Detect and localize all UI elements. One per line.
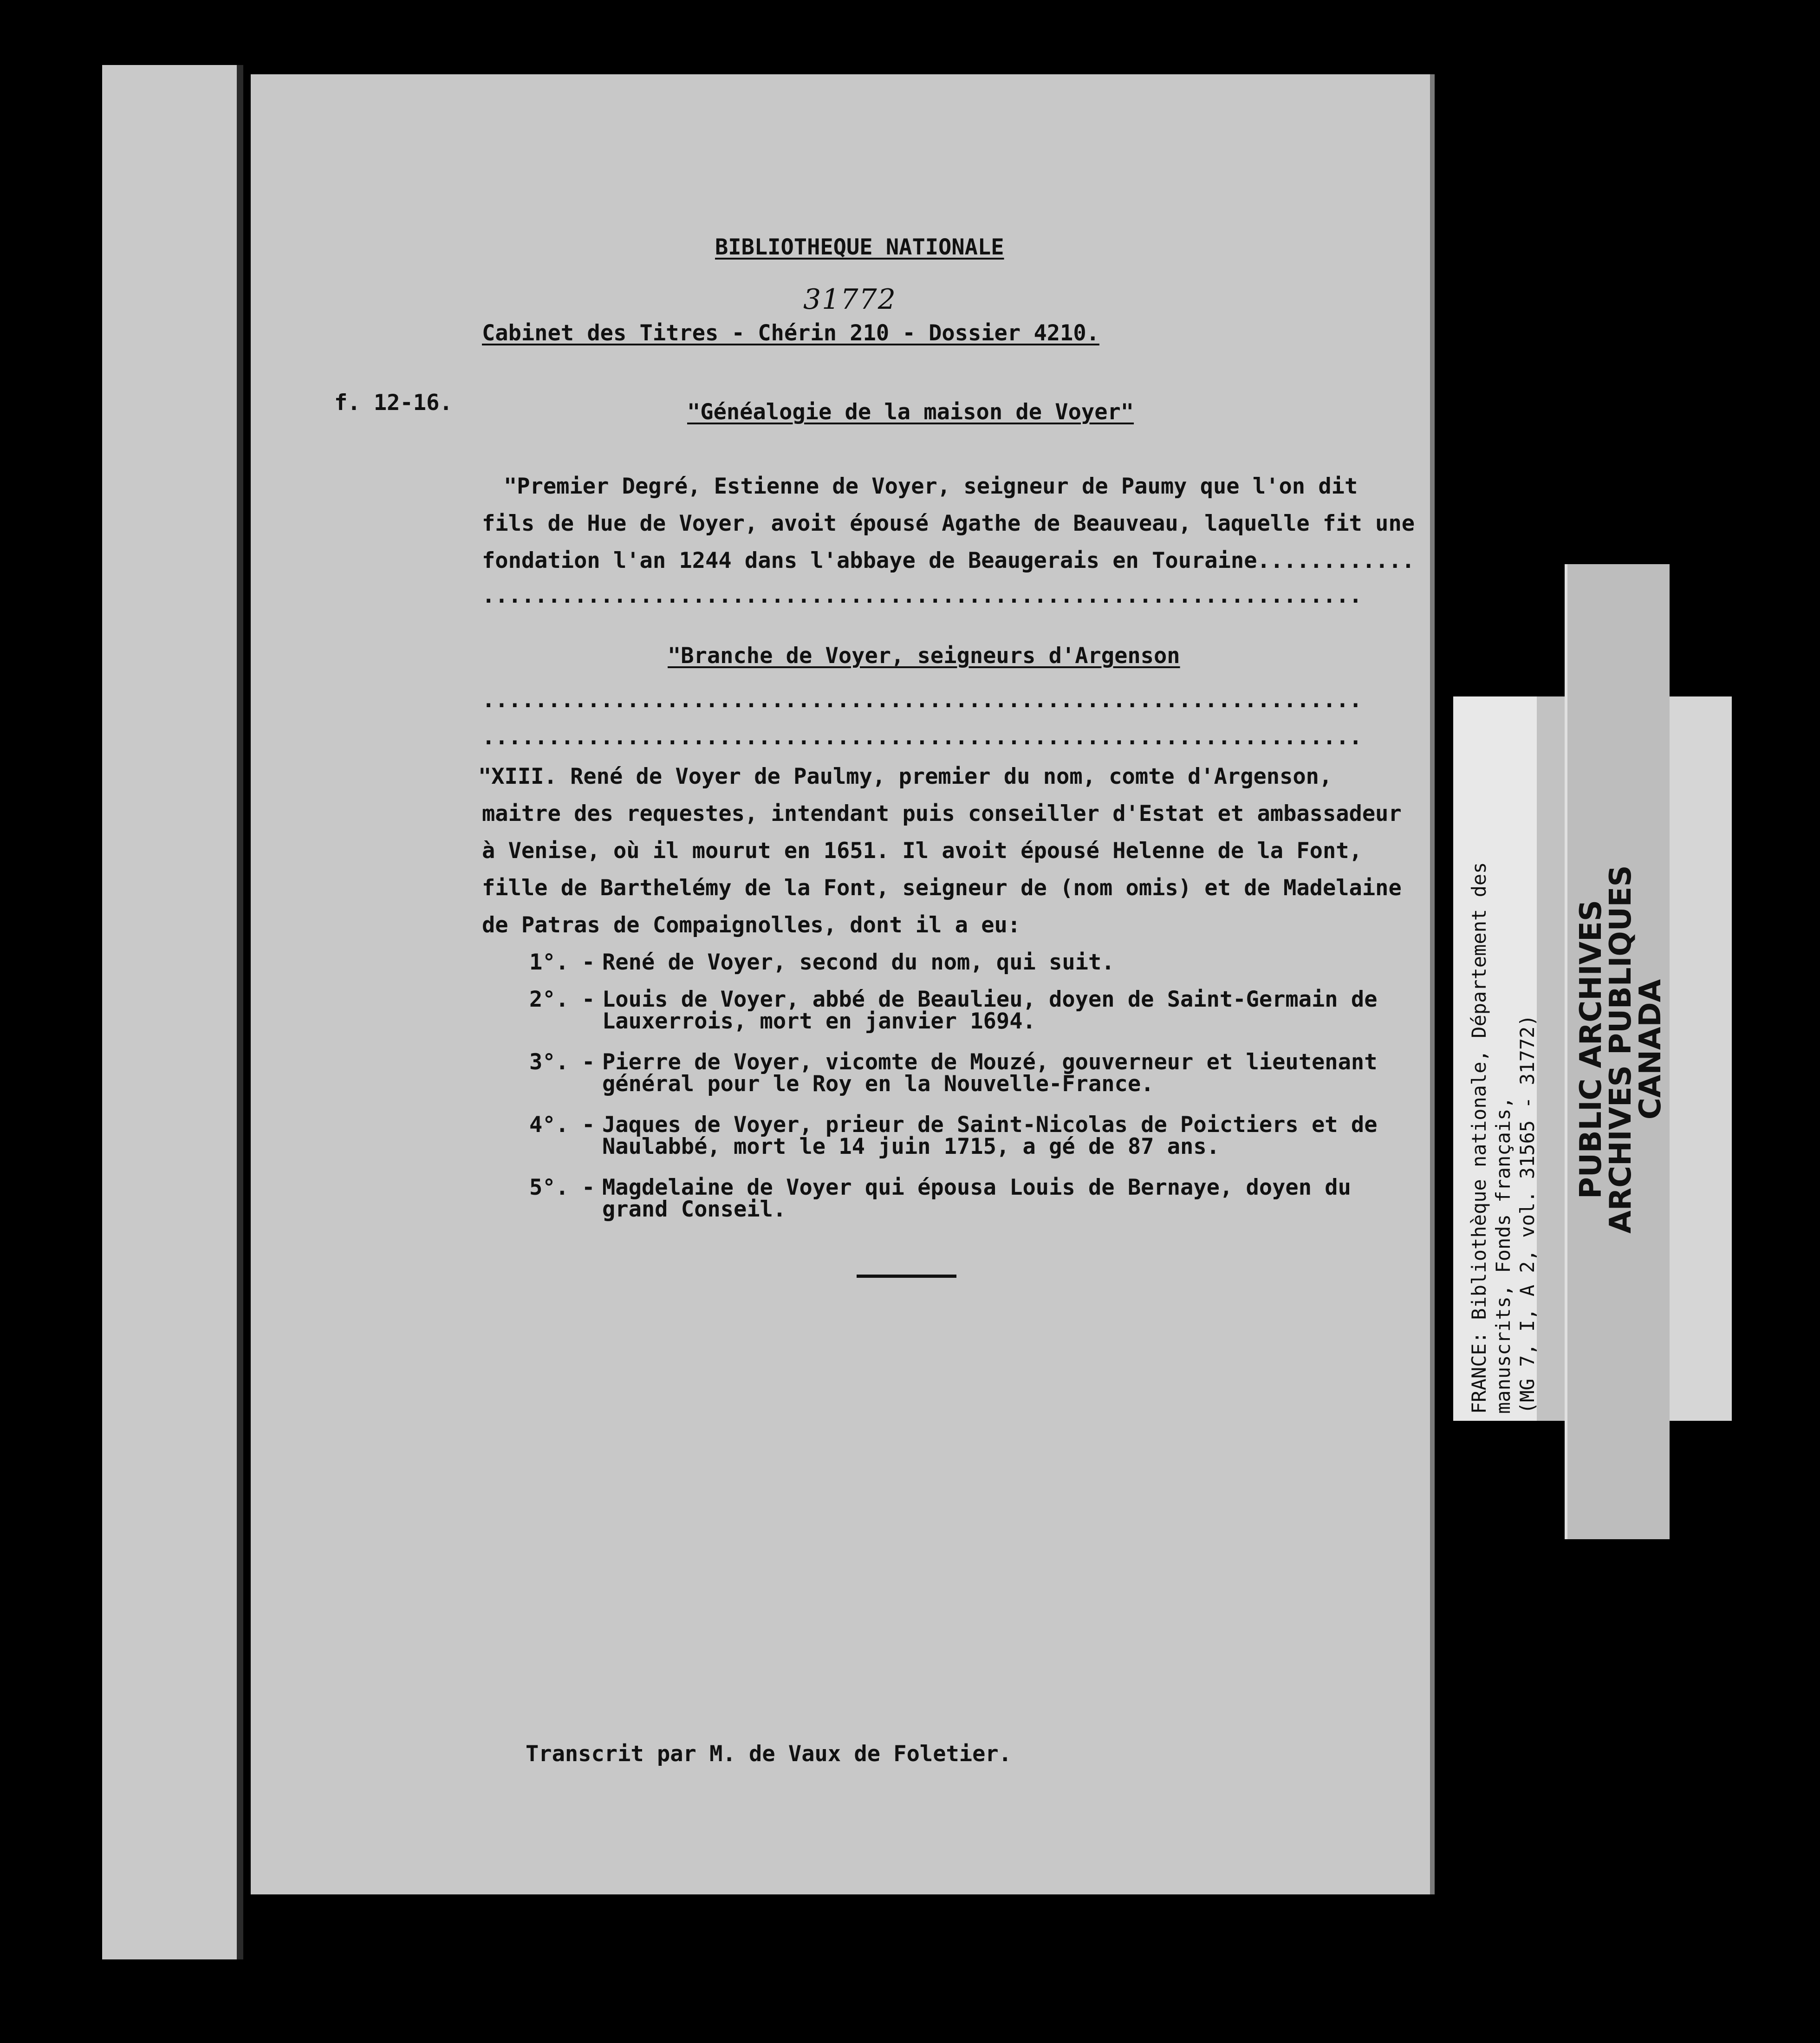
archive-label-text (1467, 862, 1540, 1414)
handwritten-number: 31772 (803, 283, 897, 316)
list-item: grand Conseil. (602, 1197, 786, 1222)
list-item: Lauxerrois, mort en janvier 1694. (602, 1008, 1036, 1034)
archive-stamp-text (1574, 826, 1668, 1272)
paragraph-line: fondation l'an 1244 dans l'abbaye de Beaugerais en Touraine............ (482, 548, 1415, 573)
list-item: Jaques de Voyer, prieur de Saint-Nicolas de Poictiers et de (602, 1112, 1378, 1138)
transcriber-credit: Transcrit par M. de Vaux de Foletier. (526, 1741, 1012, 1767)
label-edge (1662, 696, 1732, 1421)
archive-label-line: FRANCE: Bibliothèque nationale, Département des (1468, 862, 1490, 1414)
stamp-line: CANADA (1633, 979, 1668, 1120)
stamp-line: ARCHIVES PUBLIQUES (1604, 865, 1638, 1234)
list-item: Naulabbé, mort le 14 juin 1715, a gé de 87 ans. (602, 1134, 1220, 1159)
stamp-line: PUBLIC ARCHIVES (1574, 900, 1608, 1199)
left-margin-strip (102, 65, 243, 1959)
paragraph-line: maitre des requestes, intendant puis conseiller d'Estat et ambassadeur (482, 801, 1402, 826)
list-number: 3°. - (529, 1049, 595, 1075)
paragraph-line: de Patras de Compaignolles, dont il a eu: (482, 912, 1021, 938)
list-number: 4°. - (529, 1112, 595, 1138)
list-number: 2°. - (529, 987, 595, 1012)
list-item: Louis de Voyer, abbé de Beaulieu, doyen de Saint-Germain de (602, 987, 1378, 1012)
paragraph-line: fille de Barthelémy de la Font, seigneur de (nom omis) et de Madelaine (482, 875, 1402, 901)
paragraph-line: "XIII. René de Voyer de Paulmy, premier du nom, comte d'Argenson, (478, 764, 1332, 789)
list-number: 1°. - (529, 950, 595, 975)
archive-label-line: (MG 7, I, A 2, vol. 31565 - 31772) (1516, 1015, 1539, 1414)
cabinet-line: Cabinet des Titres - Chérin 210 - Dossier 4210. (482, 320, 1099, 346)
archive-label-line: manuscrits, Fonds français, (1492, 1097, 1514, 1414)
section-title-branche: "Branche de Voyer, seigneurs d'Argenson (668, 643, 1180, 669)
list-item: Magdelaine de Voyer qui épousa Louis de Bernaye, doyen du (602, 1175, 1351, 1200)
paragraph-line: "Premier Degré, Estienne de Voyer, seigneur de Paumy que l'on dit (504, 474, 1358, 499)
list-item: René de Voyer, second du nom, qui suit. (602, 950, 1115, 975)
dot-leader-line: ................................................................... (482, 687, 1362, 713)
dot-leader-line: ................................................................... (482, 583, 1362, 608)
dot-leader-line: ................................................................... (482, 724, 1362, 750)
folio-number: f. 12-16. (334, 390, 453, 416)
paragraph-line: fils de Hue de Voyer, avoit épousé Agathe de Beauveau, laquelle fit une (482, 511, 1415, 536)
section-title-genealogie: "Généalogie de la maison de Voyer" (687, 399, 1134, 425)
list-item: Pierre de Voyer, vicomte de Mouzé, gouverneur et lieutenant (602, 1049, 1378, 1075)
paragraph-line: à Venise, où il mourut en 1651. Il avoit épousé Helenne de la Font, (482, 838, 1362, 864)
library-heading: BIBLIOTHEQUE NATIONALE (715, 234, 1004, 260)
list-item: général pour le Roy en la Nouvelle-France. (602, 1071, 1154, 1097)
closing-rule (857, 1275, 956, 1278)
document-page (251, 74, 1435, 1894)
list-number: 5°. - (529, 1175, 595, 1200)
